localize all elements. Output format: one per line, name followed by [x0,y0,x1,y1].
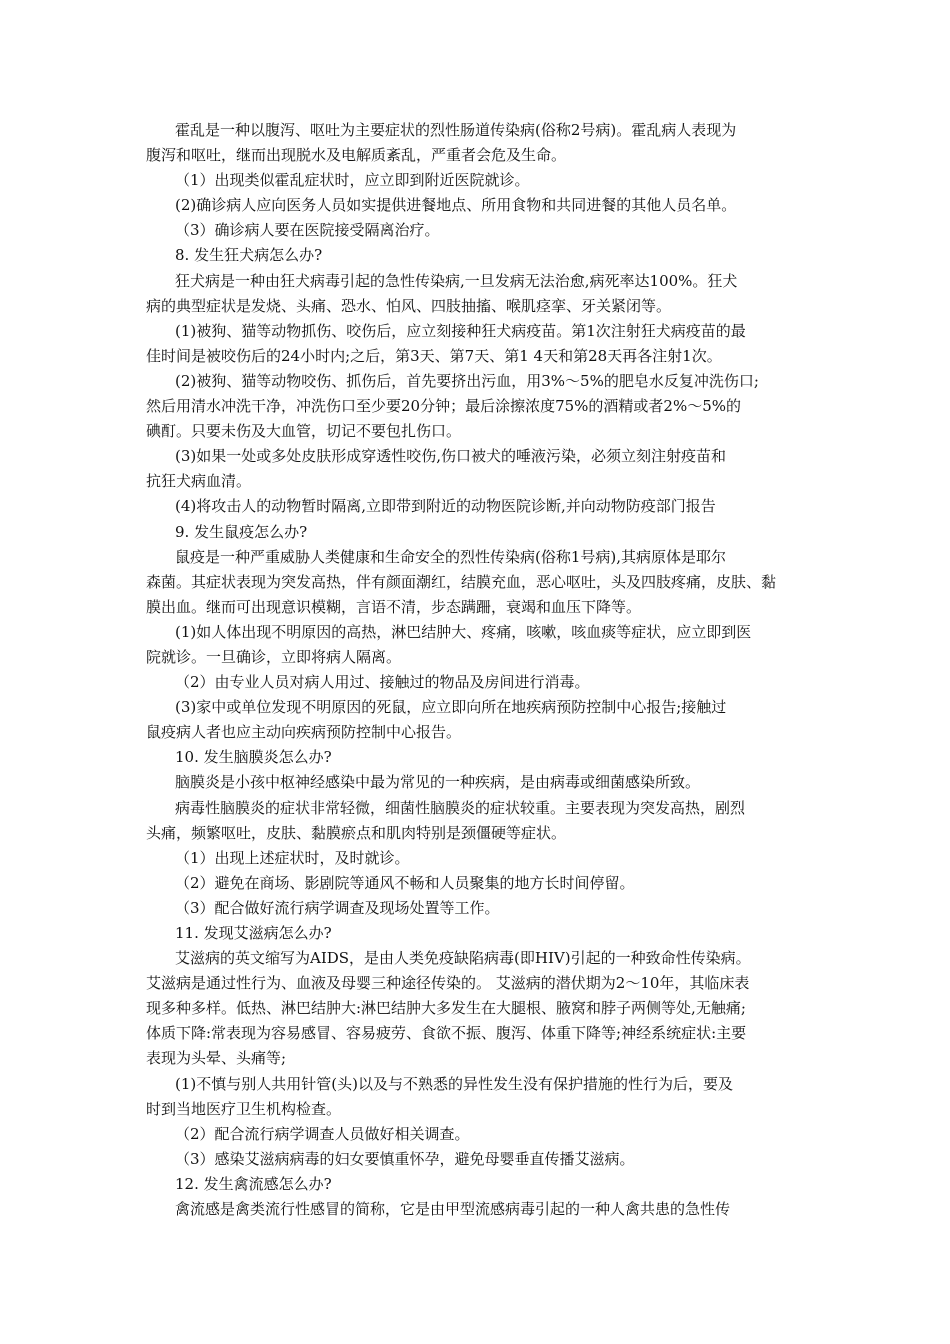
text-line: 11. 发现艾滋病怎么办? [175,924,332,942]
text-line: 艾滋病的英文缩写为AIDS，是由人类免疫缺陷病毒(即HIV)引起的一种致命性传染病。 [175,949,751,968]
text-line: 森菌。其症状表现为突发高热，伴有颜面潮红，结膜充血，恶心呕吐，头及四肢疼痛，皮肤、黏 [146,572,777,591]
text-line: 院就诊。一旦确诊，立即将病人隔离。 [146,647,402,666]
text-line: 脑膜炎是小孩中枢神经感染中最为常见的一种疾病，是由病毒或细菌感染所致。 [175,773,701,792]
text-line: (2)确诊病人应向医务人员如实提供进餐地点、所用食物和共同进餐的其他人员名单。 [175,196,737,215]
text-line: 狂犬病是一种由狂犬病毒引起的急性传染病,一旦发病无法治愈,病死率达100%。狂犬 [175,271,738,290]
text-line: 9. 发生鼠疫怎么办? [175,522,308,541]
text-line: 禽流感是禽类流行性感冒的简称，它是由甲型流感病毒引起的一种人禽共患的急性传 [175,1200,731,1219]
document-body [146,118,806,1222]
text-line: 病毒性脑膜炎的症状非常轻微，细菌性脑膜炎的症状较重。主要表现为突发高热，剧烈 [175,798,746,817]
text-line: 现多种多样。低热、淋巴结肿大:淋巴结肿大多发生在大腿根、腋窝和脖子两侧等处,无触痛; [146,999,746,1018]
text-line: （2）配合流行病学调查人员做好相关调查。 [175,1124,470,1143]
text-line: 腹泻和呕吐，继而出现脱水及电解质紊乱，严重者会危及生命。 [146,146,567,165]
text-line: （2）避免在商场、影剧院等通风不畅和人员聚集的地方长时间停留。 [175,873,635,892]
text-line: 膜出血。继而可出现意识模糊，言语不清，步态蹒跚，衰竭和血压下降等。 [146,597,642,616]
text-line: 头痛，频繁呕吐，皮肤、黏膜瘀点和肌肉特别是颈僵硬等症状。 [146,823,567,842]
text-line: （2）由专业人员对病人用过、接触过的物品及房间进行消毒。 [175,673,590,692]
text-line: (2)被狗、猫等动物咬伤、抓伤后，首先要挤出污血，用3%～5%的肥皂水反复冲洗伤口; [175,371,759,390]
text-line: 病的典型症状是发烧、头痛、恐水、怕风、四肢抽搐、喉肌痉挛、牙关紧闭等。 [146,296,672,315]
text-line: （3）感染艾滋病病毒的妇女要慎重怀孕，避免母婴垂直传播艾滋病。 [175,1149,635,1168]
text-line: (1)被狗、猫等动物抓伤、咬伤后，应立刻接种狂犬病疫苗。第1次注射狂犬病疫苗的最 [175,321,746,340]
text-line: (3)如果一处或多处皮肤形成穿透性咬伤,伤口被犬的唾液污染，必须立刻注射疫苗和 [175,447,727,466]
text-line: 碘酊。只要未伤及大血管，切记不要包扎伤口。 [146,422,462,441]
text-line: 霍乱是一种以腹泻、呕吐为主要症状的烈性肠道传染病(俗称2号病)。霍乱病人表现为 [175,121,737,139]
text-line: 艾滋病是通过性行为、血液及母婴三种途径传染的。 艾滋病的潜伏期为2～10年，其临床表 [146,974,750,993]
text-line: (3)家中或单位发现不明原因的死鼠，应立即向所在地疾病预防控制中心报告;接触过 [175,698,727,717]
text-line: （1）出现上述症状时，及时就诊。 [175,848,410,867]
text-line: 12. 发生禽流感怎么办? [175,1174,332,1193]
text-line: 体质下降:常表现为容易感冒、容易疲劳、食欲不振、腹泻、体重下降等;神经系统症状:主要 [146,1024,747,1043]
text-line: （1）出现类似霍乱症状时，应立即到附近医院就诊。 [175,171,530,190]
text-line: 然后用清水冲洗干净，冲洗伤口至少要20分钟；最后涂擦浓度75%的酒精或者2%～5%的 [146,397,742,416]
text-line: (4)将攻击人的动物暂时隔离,立即带到附近的动物医院诊断,并向动物防疫部门报告 [175,497,716,516]
text-line: （3）配合做好流行病学调查及现场处置等工作。 [175,898,500,917]
text-line: （3）确诊病人要在医院接受隔离治疗。 [175,221,440,240]
text-line: (1)如人体出现不明原因的高热，淋巴结肿大、疼痛，咳嗽，咳血痰等症状，应立即到医 [175,622,752,641]
text-line: 鼠疫病人者也应主动向疾病预防控制中心报告。 [146,723,462,742]
text-line: 佳时间是被咬伤后的24小时内;之后，第3天、第7天、第1 4天和第28天再各注射1次。 [146,346,722,365]
text-line: 鼠疫是一种严重威胁人类健康和生命安全的烈性传染病(俗称1号病),其病原体是耶尔 [175,547,727,566]
text-line: (1)不慎与别人共用针管(头)以及与不熟悉的异性发生没有保护措施的性行为后，要及 [175,1074,733,1093]
text-line: 10. 发生脑膜炎怎么办? [175,748,332,767]
text-line: 8. 发生狂犬病怎么办? [175,246,323,265]
text-line: 抗狂犬病血清。 [146,472,252,491]
text-line: 时到当地医疗卫生机构检查。 [146,1099,342,1118]
text-line: 表现为头晕、头痛等; [146,1049,287,1068]
